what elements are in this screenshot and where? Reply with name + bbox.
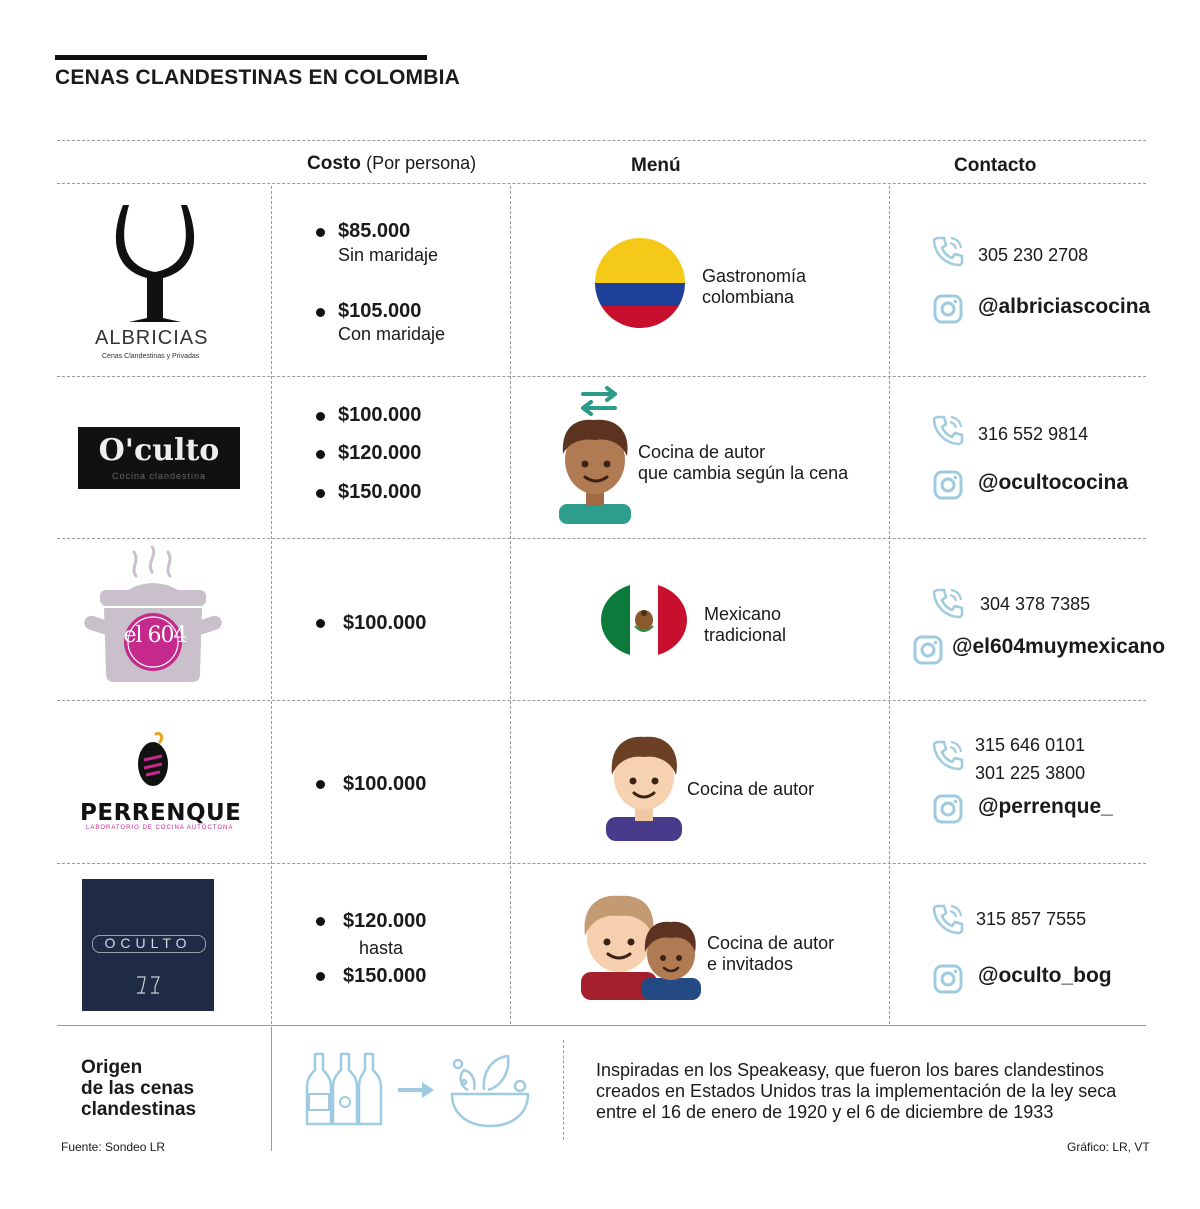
oculto-cocina-logo-subtext: Cocina clandestina [111, 471, 207, 481]
bullet [316, 917, 325, 926]
origin-title-line: Origen [81, 1057, 143, 1078]
arrow-right-icon [396, 1080, 436, 1100]
bullet [316, 489, 325, 498]
source-note: Fuente: Sondeo LR [61, 1140, 166, 1154]
toast-glasses-icon [134, 973, 162, 997]
phone-number: 301 225 3800 [975, 763, 1086, 783]
instagram-icon [933, 470, 963, 500]
header-cost-note: (Por persona) [366, 153, 477, 173]
price-note: Con maridaje [338, 324, 446, 344]
salad-bowl-icon [448, 1050, 532, 1130]
phone-number: 315 857 7555 [976, 909, 1087, 929]
chef-swap-icon [555, 384, 637, 526]
header-menu: Menú [631, 155, 681, 176]
menu-description [638, 442, 848, 484]
divider [271, 186, 272, 1024]
menu-description [704, 604, 786, 646]
origin-text-line: Inspiradas en los Speakeasy, que fueron los bares clandestinos [596, 1060, 1104, 1080]
price: $120.000 [338, 442, 422, 464]
perrenque-logo-text: PERRENQUE [80, 800, 242, 826]
colombia-flag-icon [594, 237, 686, 329]
divider [57, 538, 1146, 539]
divider [57, 183, 1146, 184]
fruit-logo-icon [136, 730, 170, 788]
divider [57, 700, 1146, 701]
instagram-handle[interactable]: @oculto_bog [978, 964, 1112, 987]
phone-number: 315 646 0101 [975, 735, 1086, 755]
menu-line: tradicional [704, 625, 787, 645]
price: $100.000 [343, 773, 427, 795]
menu-description [687, 779, 814, 800]
price: $150.000 [343, 965, 427, 987]
wine-glass-icon [95, 200, 215, 330]
phone-icon [931, 413, 965, 447]
divider [510, 186, 511, 1024]
origin-text-line: entre el 16 de enero de 1920 y el 6 de diciembre de 1933 [596, 1102, 1054, 1122]
header-contact: Contacto [954, 155, 1037, 176]
bullet [316, 619, 325, 628]
instagram-handle[interactable]: @ocultococina [978, 471, 1128, 494]
page-title: CENAS CLANDESTINAS EN COLOMBIA [55, 66, 461, 89]
divider [57, 140, 1146, 141]
origin-title-line: clandestinas [81, 1099, 197, 1120]
header-cost [307, 153, 476, 175]
menu-line: e invitados [707, 954, 794, 974]
bullet [316, 780, 325, 789]
divider [271, 1027, 272, 1151]
phone-icon [931, 586, 965, 620]
bullet [316, 228, 325, 237]
origin-title [81, 1057, 196, 1120]
menu-line: que cambia según la cena [638, 463, 849, 483]
menu-line: Cocina de autor [638, 442, 766, 462]
chef-icon [603, 733, 685, 841]
price: $120.000 [343, 910, 427, 932]
divider [889, 186, 890, 1024]
phone-icon [931, 234, 965, 268]
bullet [316, 308, 325, 317]
title-bar [55, 55, 427, 60]
el604-logo-text: el 604 [123, 623, 187, 648]
bottles-icon [305, 1050, 385, 1128]
divider [57, 1025, 1146, 1026]
menu-line: Gastronomía [702, 266, 807, 286]
albricias-logo-subtext: Cenas Clandestinas y Privadas [102, 353, 200, 360]
perrenque-logo-subtext: LABORATORIO DE COCINA AUTÓCTONA [86, 825, 234, 831]
phone-icon [931, 902, 965, 936]
menu-line: colombiana [702, 287, 795, 307]
price: $100.000 [343, 612, 427, 634]
phone-icon [931, 738, 965, 772]
credit-note: Gráfico: LR, VT [1067, 1140, 1150, 1154]
instagram-handle[interactable]: @el604muymexicano [952, 635, 1166, 658]
divider [57, 376, 1146, 377]
pot-logo-icon [82, 546, 224, 686]
two-chefs-icon [579, 892, 703, 1000]
price-note: Sin maridaje [338, 245, 439, 265]
bullet [316, 412, 325, 421]
phone-number: 316 552 9814 [978, 424, 1089, 444]
divider [563, 1040, 564, 1140]
divider [57, 863, 1146, 864]
bullet [316, 972, 325, 981]
oculto-bog-logo [82, 879, 214, 1011]
phone-number: 305 230 2708 [978, 245, 1089, 265]
oculto-cocina-logo [78, 427, 240, 489]
albricias-logo [95, 200, 215, 365]
price: $85.000 [338, 220, 411, 242]
instagram-icon [913, 635, 943, 665]
instagram-icon [933, 294, 963, 324]
oculto-cocina-logo-text: O'culto [98, 433, 220, 468]
instagram-icon [933, 794, 963, 824]
phone-number: 304 378 7385 [980, 594, 1091, 614]
origin-text [596, 1060, 1116, 1123]
instagram-icon [933, 964, 963, 994]
price: $105.000 [338, 300, 422, 322]
menu-line: Cocina de autor [707, 933, 835, 953]
menu-description [707, 933, 834, 975]
albricias-logo-text: ALBRICIAS [95, 327, 209, 349]
header-cost-label: Costo [307, 153, 361, 174]
price: $100.000 [338, 404, 422, 426]
menu-line: Cocina de autor [687, 779, 815, 799]
origin-text-line: creados en Estados Unidos tras la implementación de la ley seca [596, 1081, 1117, 1101]
mexico-flag-icon [600, 582, 688, 658]
bullet [316, 450, 325, 459]
menu-line: Mexicano [704, 604, 782, 624]
origin-title-line: de las cenas [81, 1078, 195, 1099]
oculto-bog-logo-text: OCULTO [104, 935, 192, 951]
menu-description [702, 266, 806, 308]
price: $150.000 [338, 481, 422, 503]
instagram-handle[interactable]: @perrenque_ [978, 795, 1113, 818]
price-note: hasta [359, 938, 404, 958]
instagram-handle[interactable]: @albriciascocina [978, 295, 1151, 318]
